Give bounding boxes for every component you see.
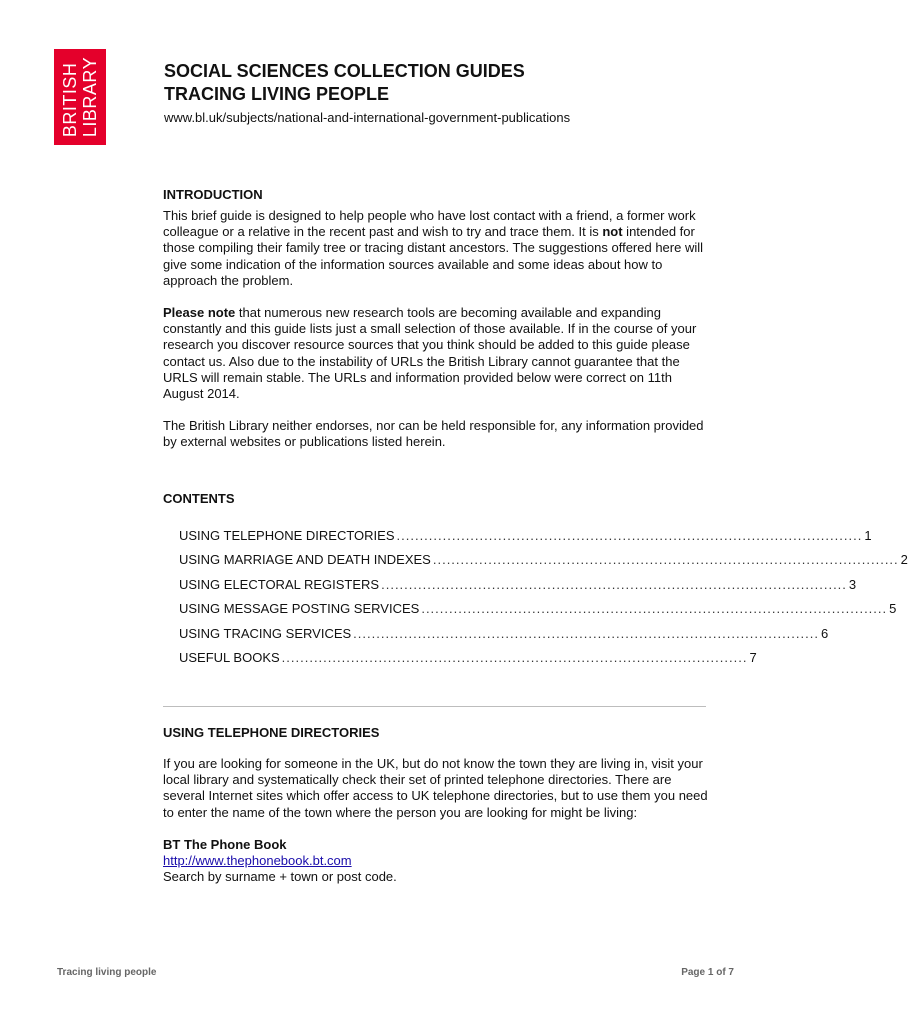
toc-item-page: 6 (820, 625, 829, 641)
toc-item-label: USING MESSAGE POSTING SERVICES (179, 601, 420, 617)
toc-item[interactable] (179, 625, 829, 650)
intro-p1-bold: not (602, 224, 623, 240)
intro-p2-bold: Please note (163, 305, 236, 321)
toc-item-label: USING MARRIAGE AND DEATH INDEXES (179, 552, 431, 568)
title-line-2: TRACING LIVING PEOPLE (164, 84, 390, 104)
logo-text-british: BRITISH (60, 62, 80, 138)
logo-text-library: LIBRARY (80, 56, 100, 138)
toc-leader: ..................................................................................................... (281, 649, 748, 665)
toc-item-label: USING TELEPHONE DIRECTORIES (179, 528, 395, 543)
toc-item-page: 2 (900, 552, 908, 568)
toc-leader: ..................................................................................................... (432, 552, 899, 568)
intro-p1-text-b: intended for those compiling their family tree or tracing distant ancestors. The suggestions offered here will give some indication of the information sources available and some ideas about how to approach the problem. (163, 224, 704, 288)
toc-item[interactable] (179, 552, 908, 576)
toc-item[interactable] (179, 649, 757, 674)
toc-item-page: 7 (749, 649, 757, 665)
toc-item-page: 1 (864, 528, 872, 543)
introduction-section (163, 187, 708, 451)
footer-page-number: Page 1 of 7 (681, 967, 734, 978)
phonebook-link[interactable]: http://www.thephonebook.bt.com (163, 853, 352, 869)
british-library-logo (54, 49, 106, 145)
toc-leader: ..................................................................................................... (396, 528, 863, 543)
intro-p2-text: that numerous new research tools are becoming available and expanding constantly and this guide lists just a small selection of those available. If in the course of your research you discover resource sources that you think should be added to this guide please contact us. Also due to the instability of URLs the British Library cannot guarantee that the URLS will remain stable. The URLs and information provided below were correct on 11th August 2014. (163, 305, 697, 402)
introduction-paragraph-1 (163, 208, 708, 289)
contents-section (163, 491, 708, 506)
toc-item[interactable] (179, 528, 872, 552)
toc-item-label: USEFUL BOOKS (179, 649, 280, 665)
table-of-contents (179, 528, 908, 674)
title-line-1: SOCIAL SCIENCES COLLECTION GUIDES (164, 61, 525, 81)
toc-item-label: USING TRACING SERVICES (179, 625, 352, 641)
toc-leader: ..................................................................................................... (381, 576, 847, 592)
introduction-paragraph-3: The British Library neither endorses, nor can be held responsible for, any information provided by external websites or publications listed herein. (163, 418, 704, 450)
page-title (164, 60, 525, 106)
toc-leader: ..................................................................................................... (421, 601, 888, 617)
toc-item-label: USING ELECTORAL REGISTERS (179, 576, 380, 592)
contents-heading: CONTENTS (163, 491, 235, 506)
intro-p1-text-a: This brief guide is designed to help people who have lost contact with a friend, a former work colleague or a relative in the recent past and wish to try and trace them. It is (163, 208, 696, 240)
telephone-paragraph: If you are looking for someone in the UK, but do not know the town they are living in, visit your local library and systematically check their set of printed telephone directories. There are several Internet sites which offer access to UK telephone directories, but to use them you need to enter the name of the town where the person you are looking for might be living: (163, 756, 708, 820)
subject-url[interactable]: www.bl.uk/subjects/national-and-international-government-publications (164, 110, 571, 125)
toc-item[interactable] (179, 601, 897, 625)
toc-leader: ..................................................................................................... (353, 625, 819, 641)
telephone-heading: USING TELEPHONE DIRECTORIES (163, 725, 380, 740)
telephone-section (163, 725, 708, 885)
resource-link-line (163, 853, 708, 869)
toc-item-page: 3 (848, 576, 857, 592)
introduction-paragraph-2 (163, 305, 708, 402)
resource-description: Search by surname + town or post code. (163, 869, 397, 885)
introduction-heading: INTRODUCTION (163, 187, 263, 202)
section-divider (163, 706, 706, 707)
toc-item-page: 5 (889, 601, 897, 617)
resource-title: BT The Phone Book (163, 836, 287, 852)
toc-item[interactable] (179, 576, 857, 601)
footer-document-title: Tracing living people (57, 967, 157, 978)
